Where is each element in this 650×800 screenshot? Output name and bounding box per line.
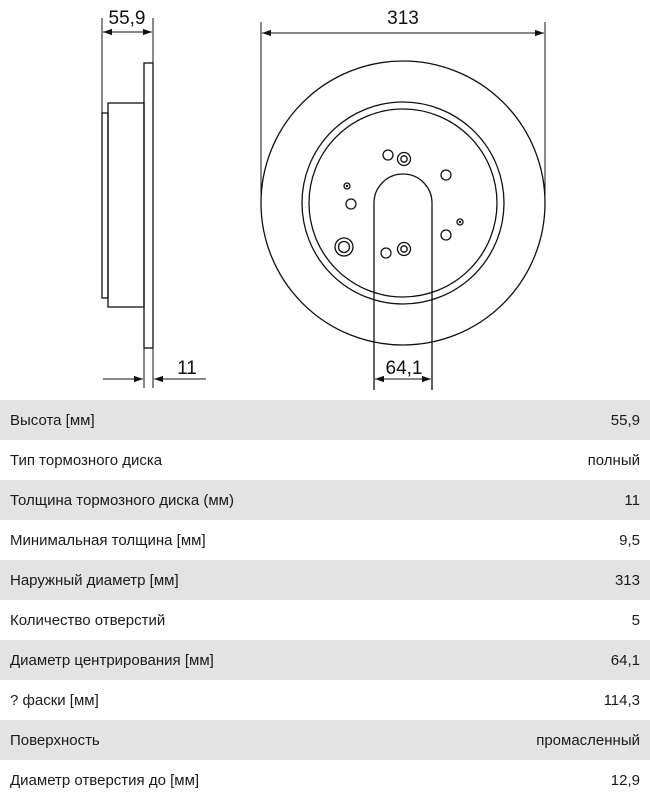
spec-value: полный <box>587 451 640 469</box>
disc-hat <box>108 103 144 307</box>
spec-row-min-thickness <box>0 520 650 560</box>
hat-outer-edge <box>302 102 504 304</box>
bolt-hole <box>346 199 356 209</box>
screw-hole-center <box>459 221 461 223</box>
spec-label: ? фаски [мм] <box>10 691 99 709</box>
height-dimension <box>102 18 153 113</box>
spec-value: 55,9 <box>610 411 640 429</box>
spec-row-chamfer <box>0 680 650 720</box>
locating-hole-inner <box>339 242 350 253</box>
spec-row-disc-type <box>0 440 650 480</box>
spec-value: 5 <box>631 611 640 629</box>
spec-label: Поверхность <box>10 731 100 749</box>
thickness-dimension-label: 11 <box>177 358 197 379</box>
spec-row-hole-diameter <box>0 760 650 800</box>
spec-label: Толщина тормозного диска (мм) <box>10 491 234 509</box>
threaded-hole-outer <box>398 243 411 256</box>
spec-label: Количество отверстий <box>10 611 166 629</box>
spec-value: 114,3 <box>603 691 640 709</box>
front-view <box>261 61 545 390</box>
spec-value: 11 <box>624 491 640 509</box>
spec-row-height <box>0 400 650 440</box>
spec-row-surface <box>0 720 650 760</box>
spec-label: Высота [мм] <box>10 411 95 429</box>
bolt-hole <box>441 230 451 240</box>
spec-label: Диаметр центрирования [мм] <box>10 651 214 669</box>
spec-row-hole-count <box>0 600 650 640</box>
specs-table <box>0 400 650 800</box>
spec-value: 64,1 <box>610 651 640 669</box>
disc-hat-lip <box>102 113 108 298</box>
outer-diameter-dimension <box>261 22 545 203</box>
screw-hole-center <box>346 185 348 187</box>
spec-label: Минимальная толщина [мм] <box>10 531 206 549</box>
bolt-hole <box>381 248 391 258</box>
center-bore-label: 64,1 <box>385 358 423 379</box>
spec-row-centering-diameter <box>0 640 650 680</box>
hat-inner-edge <box>309 109 497 297</box>
spec-value: 313 <box>614 571 640 589</box>
outer-diameter-label: 313 <box>387 8 419 29</box>
spec-label: Тип тормозного диска <box>10 451 163 469</box>
spec-label: Диаметр отверстия до [мм] <box>10 771 200 789</box>
threaded-hole-inner <box>401 246 407 252</box>
threaded-hole-outer <box>398 153 411 166</box>
height-dimension-label: 55,9 <box>108 8 146 29</box>
locating-hole-outer <box>335 238 353 256</box>
spec-value: промасленный <box>536 731 640 749</box>
bolt-hole <box>441 170 451 180</box>
spec-row-outer-diameter <box>0 560 650 600</box>
disc-friction-ring <box>144 63 153 348</box>
screw-hole-centers <box>346 185 461 223</box>
spec-label: Наружный диаметр [мм] <box>10 571 179 589</box>
spec-value: 12,9 <box>610 771 640 789</box>
side-view <box>102 63 153 348</box>
spec-value: 9,5 <box>619 531 640 549</box>
spec-row-thickness <box>0 480 650 520</box>
threaded-hole-inner <box>401 156 407 162</box>
outer-disc-edge <box>261 61 545 345</box>
bolt-hole <box>383 150 393 160</box>
